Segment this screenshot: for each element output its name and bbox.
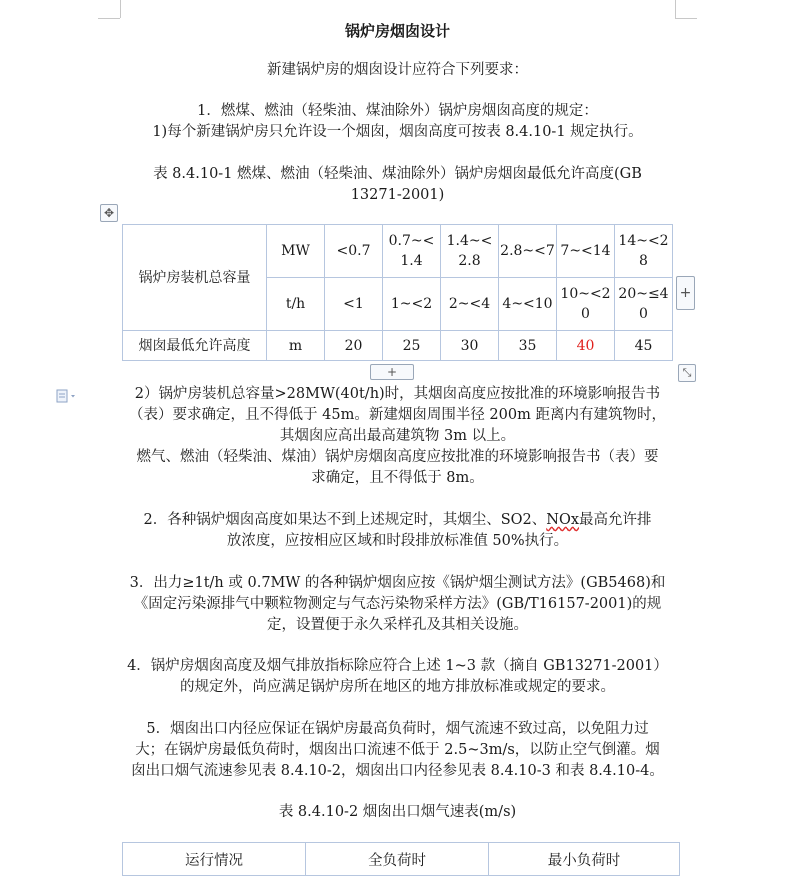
item1-2-line1: 2）锅炉房装机总容量>28MW(40t/h)时，其烟囱高度应按批准的环境影响报告书 [134,386,661,402]
item3-line1: 3．出力≥1t/h 或 0.7MW 的各种锅炉烟囱应按《锅炉烟尘测试方法》(GB5468)和 [129,575,666,591]
intro-paragraph: 新建锅炉房的烟囱设计应符合下列要求： [267,62,528,78]
table2-header-full-load: 全负荷时 [306,843,489,876]
item4-line1: 4．锅炉房烟囱高度及烟气排放指标除应符合上述 1~3 款（摘自 GB13271-2001） [127,658,668,674]
item3-line2: 《固定污染源排气中颗粒物测定与气态污染物采样方法》(GB/T16157-2001)的规 [133,596,662,612]
mw-range-cell: 2.8~<7 [499,225,557,278]
unit-m-cell [267,331,325,361]
table2-caption: 表 8.4.10-2 烟囱出口烟气速表(m/s) [278,804,517,820]
add-column-button[interactable]: + [676,276,695,310]
mw-range-cell: <0.7 [325,225,383,278]
table-resize-icon[interactable]: ⤡ [678,364,696,382]
crop-mark-top-left-vertical [120,0,121,18]
paragraph-options-icon[interactable] [56,388,70,402]
table1-caption-line1: 表 8.4.10-1 燃煤、燃油（轻柴油、煤油除外）锅炉房烟囱最低允许高度(GB [153,166,642,182]
crop-mark-top-right-vertical [675,0,676,18]
mw-range-cell: 14~<2 8 [615,225,673,278]
th-range-cell: 2~<4 [441,278,499,331]
flue-velocity-table [122,842,680,876]
table2-header-operation: 运行情况 [123,843,306,876]
height-label: 烟囱最低允许高度 [138,337,251,354]
item2-text-c: 最高允许排 [579,512,652,528]
mw-range-cell: 7~<14 [557,225,615,278]
height-value-cell: 35 [499,331,557,361]
item1-heading: 1．燃煤、燃油（轻柴油、煤油除外）锅炉房烟囱高度的规定： [197,103,598,119]
height-value-cell: 25 [383,331,441,361]
th-range-cell: 1~<2 [383,278,441,331]
th-range-cell: 20~≤4 0 [615,278,673,331]
item1-2-line4: 燃气、燃油（轻柴油、煤油）锅炉房烟囱高度应按批准的环境影响报告书（表）要 [136,449,659,465]
mw-range-cell: 1.4~< 2.8 [441,225,499,278]
item1-2-line2: （表）要求确定，且不得低于 45m。新建烟囱周围半径 200m 距离内有建筑物时， [129,407,666,423]
item3-line3: 定，设置便于永久采样孔及其相关设施。 [267,617,528,633]
unit-mw-cell [267,225,325,278]
unit-m: m [288,337,303,354]
item5-line2: 大；在锅炉房最低负荷时，烟囱出口流速不低于 2.5~3m/s，以防止空气倒灌。烟 [135,742,660,758]
table-move-handle-icon[interactable]: ✥ [100,204,118,222]
height-value-cell: 20 [325,331,383,361]
table2-header-min-load: 最小负荷时 [489,843,680,876]
unit-th-cell [267,278,325,331]
chimney-height-table [122,224,673,361]
unit-th: t/h [285,296,306,312]
table1-caption-line2: 13271-2001) [350,187,445,203]
capacity-label: 锅炉房装机总容量 [138,269,251,286]
document-title: 锅炉房烟囱设计 [344,22,450,40]
height-label-cell [123,331,267,361]
item1-2-line5: 求确定，且不得低于 8m。 [311,470,484,486]
unit-mw: MW [281,243,310,259]
item5-line1: 5．烟囱出口内径应保证在锅炉房最高负荷时，烟气流速不致过高，以免阻力过 [146,721,649,737]
item4-line2: 的规定外，尚应满足锅炉房所在地区的地方排放标准或规定的要求。 [180,679,615,695]
item1-2-line3: 其烟囱应高出最高建筑物 3m 以上。 [279,428,516,444]
th-range-cell: <1 [325,278,383,331]
crop-mark-top-right [675,18,697,19]
height-value-cell: 30 [441,331,499,361]
item2-line1 [120,510,675,531]
item2-line2: 放浓度，应按相应区域和时段排放标准值 50%执行。 [226,533,569,549]
th-range-cell: 4~<10 [499,278,557,331]
crop-mark-top-left [98,18,120,19]
item5-line3: 囱出口烟气流速参见表 8.4.10-2，烟囱出口内径参见表 8.4.10-3 和表 8.4.10-4。 [131,763,664,779]
mw-range-cell: 0.7~< 1.4 [383,225,441,278]
capacity-label-cell [123,225,267,331]
height-value-cell-highlighted: 40 [557,331,615,361]
add-row-button[interactable]: + [370,364,414,380]
item2-nox: NOx [546,512,580,528]
th-range-cell: 10~<2 0 [557,278,615,331]
item2-text-a: 2．各种锅炉烟囱高度如果达不到上述规定时，其烟尘、SO2、 [143,512,547,528]
item1-sub: 1)每个新建锅炉房只允许设一个烟囱，烟囱高度可按表 8.4.10-1 规定执行。 [152,124,643,140]
height-value-cell: 45 [615,331,673,361]
